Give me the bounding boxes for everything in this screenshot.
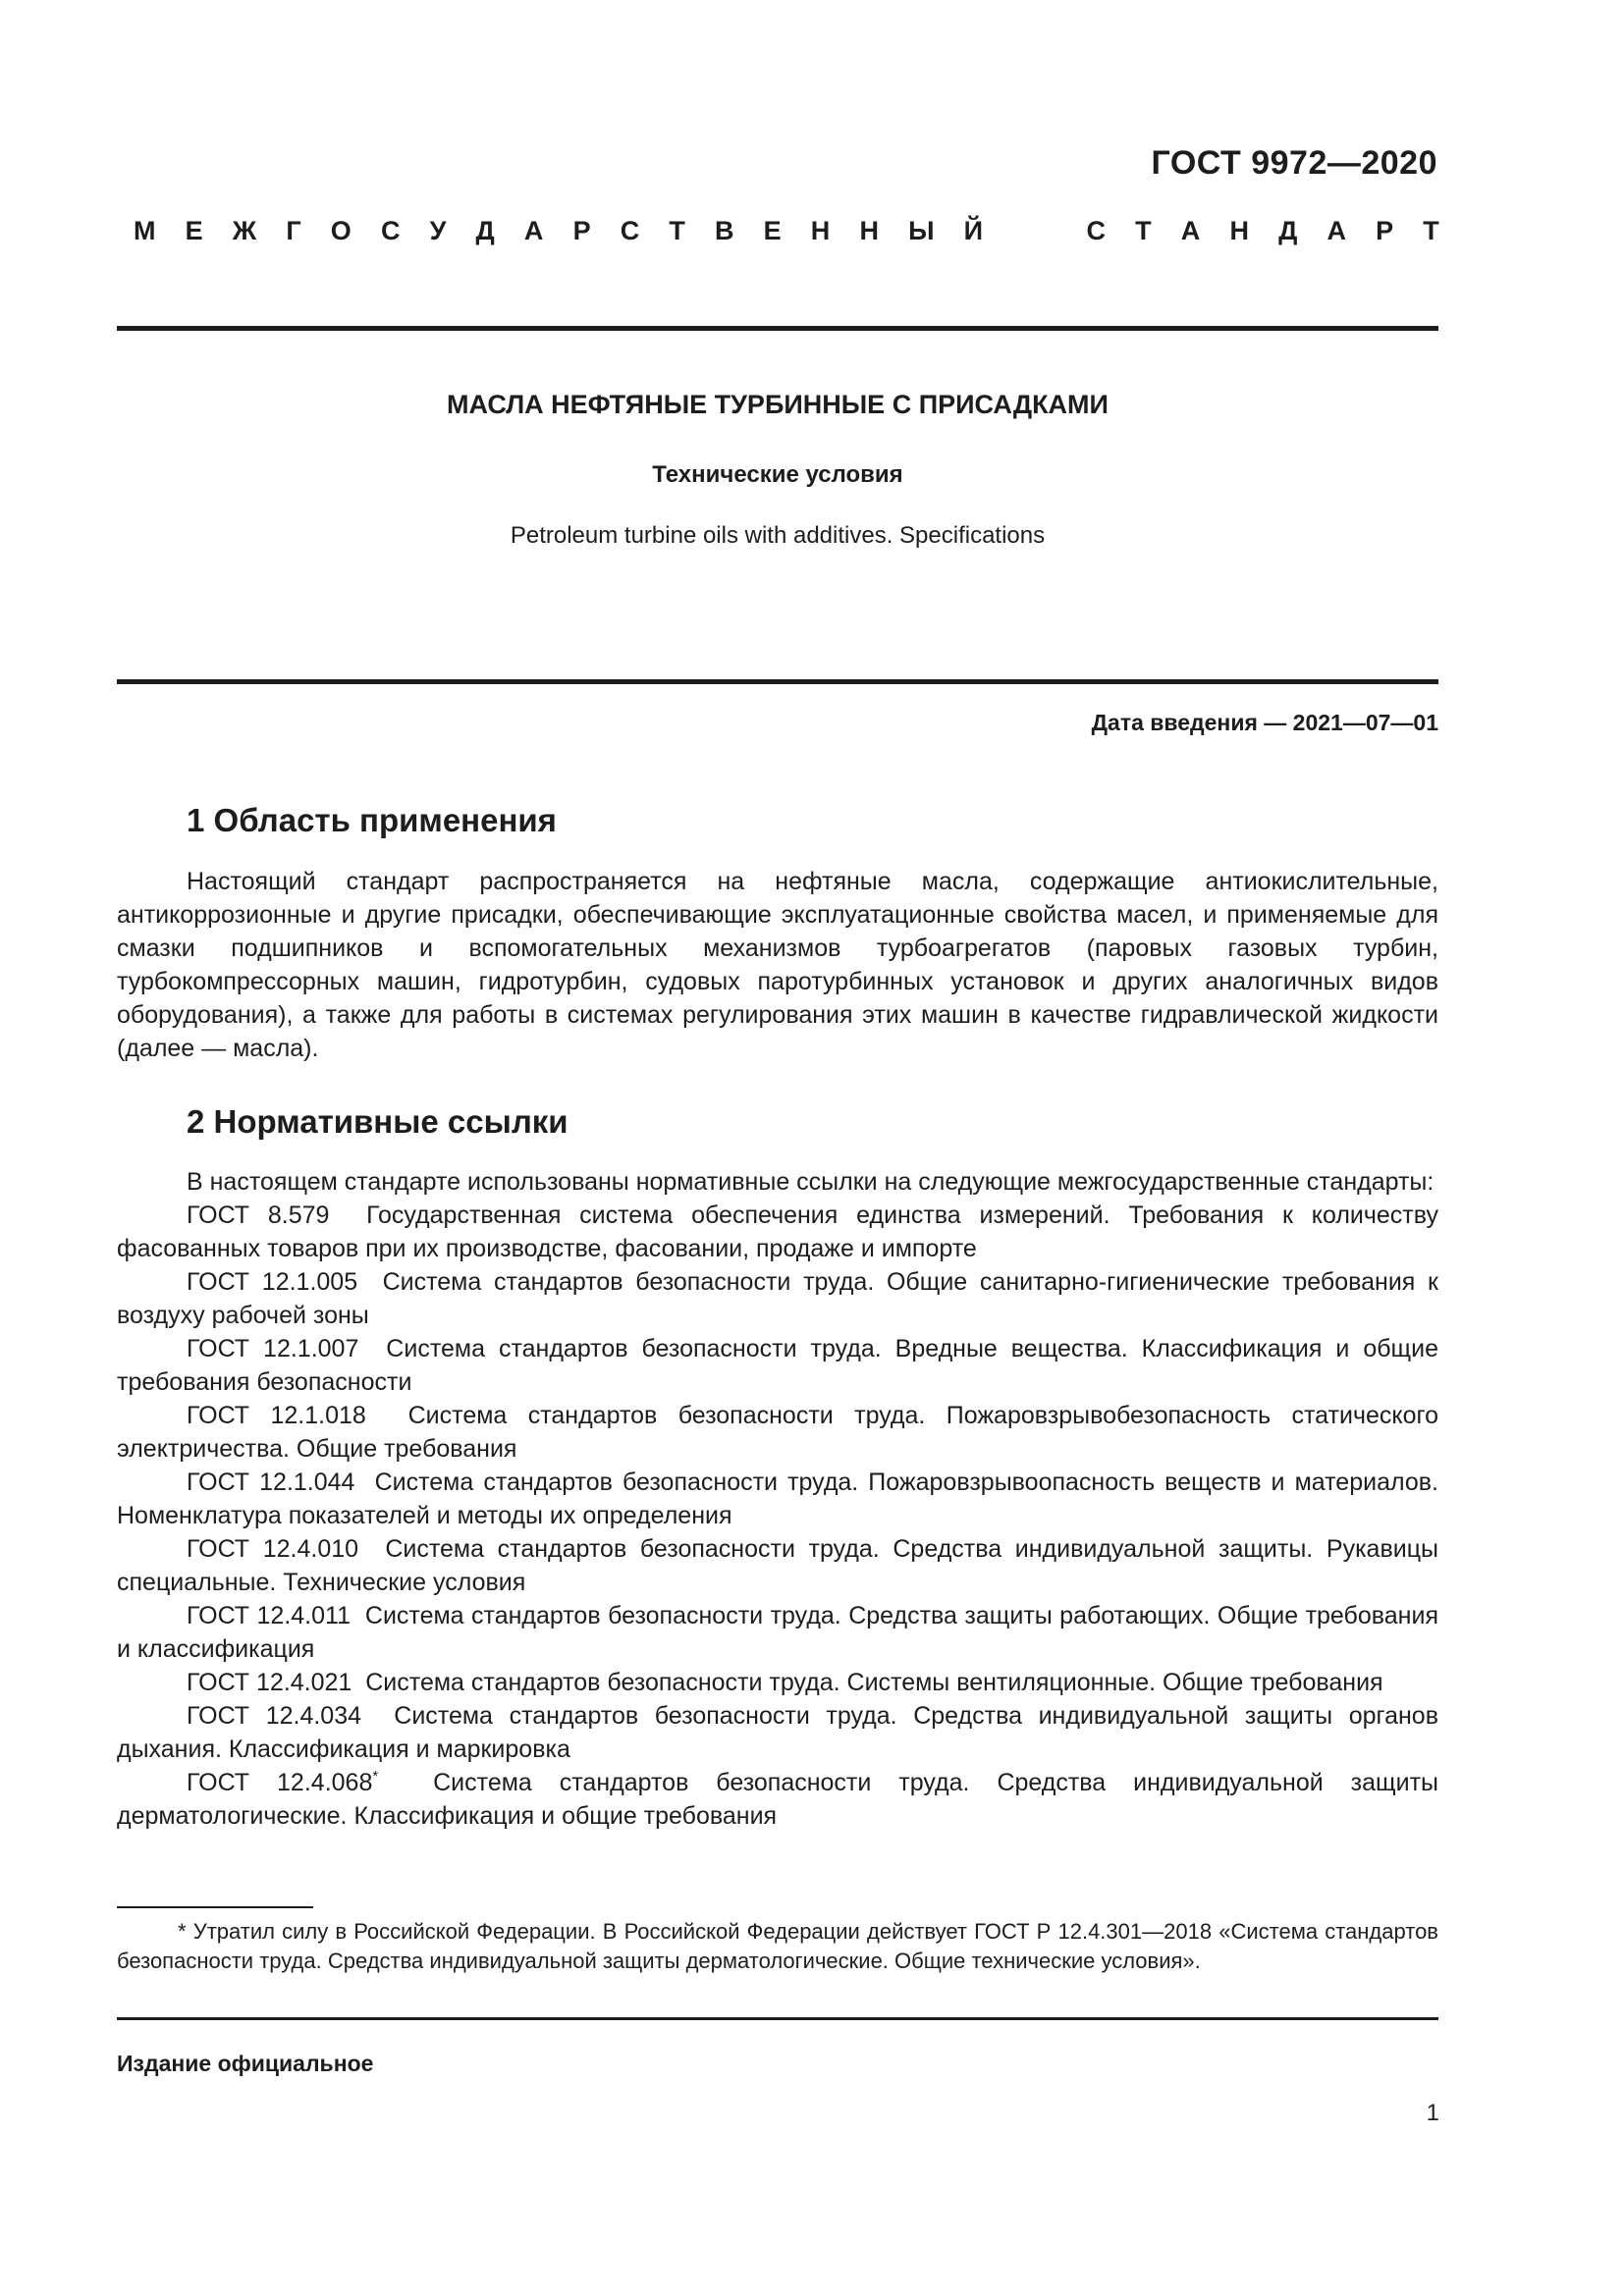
footnote xyxy=(117,1917,1438,1976)
standard-type-letter xyxy=(1012,216,1020,246)
standard-type-letter: Т xyxy=(1423,216,1439,245)
reference-item xyxy=(117,1332,1438,1399)
reference-code: ГОСТ 12.1.005 xyxy=(187,1268,358,1296)
reference-code: ГОСТ 12.4.068 xyxy=(187,1769,373,1796)
standard-type-letter: С xyxy=(620,216,640,245)
reference-code: ГОСТ 8.579 xyxy=(187,1201,330,1229)
reference-title: Система стандартов безопасности труда. Средства индивидуальной защиты дерматологические. Классификация и общие требования xyxy=(117,1769,1438,1830)
standard-type-letter: М xyxy=(134,216,156,245)
section-2-heading: 2 Нормативные ссылки xyxy=(187,1103,568,1140)
section-2-text xyxy=(117,1165,1438,1833)
reference-item xyxy=(117,1532,1438,1599)
standard-type-letter: Д xyxy=(1278,216,1298,245)
gost-number: ГОСТ 9972—2020 xyxy=(1151,144,1437,182)
reference-code: ГОСТ 12.4.021 xyxy=(187,1669,352,1696)
reference-item xyxy=(117,1666,1438,1699)
standard-type-letter: В xyxy=(715,216,734,245)
reference-code: ГОСТ 12.4.010 xyxy=(187,1535,359,1563)
reference-title: Система стандартов безопасности труда. Вредные вещества. Классификация и общие требования безопасности xyxy=(117,1335,1438,1396)
standard-type-letter: А xyxy=(1326,216,1346,245)
reference-title: Система стандартов безопасности труда. Средства индивидуальной защиты. Рукавицы специальные. Технические условия xyxy=(117,1535,1438,1596)
standard-type-letter: Г xyxy=(286,216,301,245)
reference-title: Система стандартов безопасности труда. Пожаровзрывобезопасность статического электричества. Общие требования xyxy=(117,1402,1438,1463)
standard-type-letter: У xyxy=(429,216,447,245)
reference-item xyxy=(117,1699,1438,1766)
standard-type-letter: Н xyxy=(859,216,879,245)
header-rule xyxy=(117,326,1438,331)
standard-type-letter: Ы xyxy=(908,216,935,245)
standard-type-letter: Д xyxy=(475,216,495,245)
standard-type-letter: Р xyxy=(572,216,591,245)
title-rule xyxy=(117,679,1438,684)
standard-type-letter: Ж xyxy=(232,216,257,245)
reference-item xyxy=(117,1599,1438,1666)
standard-type-letter: Т xyxy=(1135,216,1152,245)
reference-title: Система стандартов безопасности труда. Средства защиты работающих. Общие требования и классификация xyxy=(117,1602,1438,1663)
reference-item xyxy=(117,1199,1438,1265)
edition-label: Издание официальное xyxy=(117,2051,374,2076)
reference-code: ГОСТ 12.1.044 xyxy=(187,1468,355,1496)
references-list xyxy=(117,1199,1438,1833)
reference-code: ГОСТ 12.1.007 xyxy=(187,1335,359,1362)
reference-item xyxy=(117,1399,1438,1466)
standard-type-letter: А xyxy=(523,216,544,245)
document-subtitle-english: Petroleum turbine oils with additives. Specifications xyxy=(510,522,1046,549)
reference-title: Система стандартов безопасности труда. Общие санитарно-гигиенические требования к воздуху рабочей зоны xyxy=(117,1268,1438,1329)
introduction-date: Дата введения — 2021—07—01 xyxy=(1091,710,1438,735)
standard-type-letter: О xyxy=(330,216,352,245)
standard-type-letter: Е xyxy=(763,216,782,245)
reference-item xyxy=(117,1265,1438,1332)
standard-type-heading xyxy=(134,216,1439,246)
footnote-rule xyxy=(117,1906,313,1908)
standard-type-letter xyxy=(1050,216,1057,246)
section-2-intro: В настоящем стандарте использованы нормативные ссылки на следующие межгосударственные стандарты: xyxy=(187,1168,1435,1196)
standard-type-letter: Р xyxy=(1376,216,1394,245)
section-1-text xyxy=(117,865,1438,1065)
footer-rule xyxy=(117,2017,1438,2020)
section-1-heading: 1 Область применения xyxy=(187,802,557,838)
standard-type-letter: А xyxy=(1180,216,1201,245)
reference-title: Система стандартов безопасности труда. Средства индивидуальной защиты органов дыхания. Классификация и маркировка xyxy=(117,1702,1438,1763)
reference-title: Государственная система обеспечения единства измерений. Требования к количеству фасованных товаров при их производстве, фасовании, продаже и импорте xyxy=(117,1201,1438,1262)
document-subtitle: Технические условия xyxy=(652,461,903,488)
reference-code: ГОСТ 12.4.011 xyxy=(187,1602,351,1629)
reference-code: ГОСТ 12.4.034 xyxy=(187,1702,362,1730)
section-1-paragraph: Настоящий стандарт распространяется на нефтяные масла, содержащие антиокислительные, антикоррозионные и другие присадки, обеспечивающие эксплуатационные свойства масел, и применяемые для смазки подшипников и вспомогательных механизмов турбоагрегатов (паровых газовых турбин, турбокомпрессорных машин, гидротурбин, судовых паротурбинных установок и других аналогичных видов оборудования), а также для работы в системах регулирования этих машин в качестве гидравлической жидкости (далее — масла). xyxy=(117,868,1438,1062)
standard-type-letter: Е xyxy=(185,216,203,245)
reference-item xyxy=(117,1766,1438,1833)
footnote-text: * Утратил силу в Российской Федерации. В Российской Федерации действует ГОСТ Р 12.4.301—2018 «Система стандартов безопасности труда. Средства индивидуальной защиты дерматологические. Общие технические условия». xyxy=(117,1919,1438,1973)
page-number: 1 xyxy=(1426,2100,1439,2126)
reference-title: Система стандартов безопасности труда. Пожаровзрывоопасность веществ и материалов. Номенклатура показателей и методы их определения xyxy=(117,1468,1438,1529)
standard-type-letter: Н xyxy=(810,216,831,245)
document-title: МАСЛА НЕФТЯНЫЕ ТУРБИННЫЕ С ПРИСАДКАМИ xyxy=(447,390,1109,419)
reference-title: Система стандартов безопасности труда. Системы вентиляционные. Общие требования xyxy=(365,1669,1383,1696)
standard-type-letter: Н xyxy=(1229,216,1249,245)
standard-type-letter: С xyxy=(380,216,401,245)
footnote-marker: * xyxy=(372,1768,379,1785)
standard-type-letter: Т xyxy=(669,216,685,245)
standard-type-letter: Й xyxy=(963,216,984,245)
reference-item xyxy=(117,1466,1438,1532)
standard-type-letter: С xyxy=(1086,216,1107,245)
reference-code: ГОСТ 12.1.018 xyxy=(187,1402,366,1429)
